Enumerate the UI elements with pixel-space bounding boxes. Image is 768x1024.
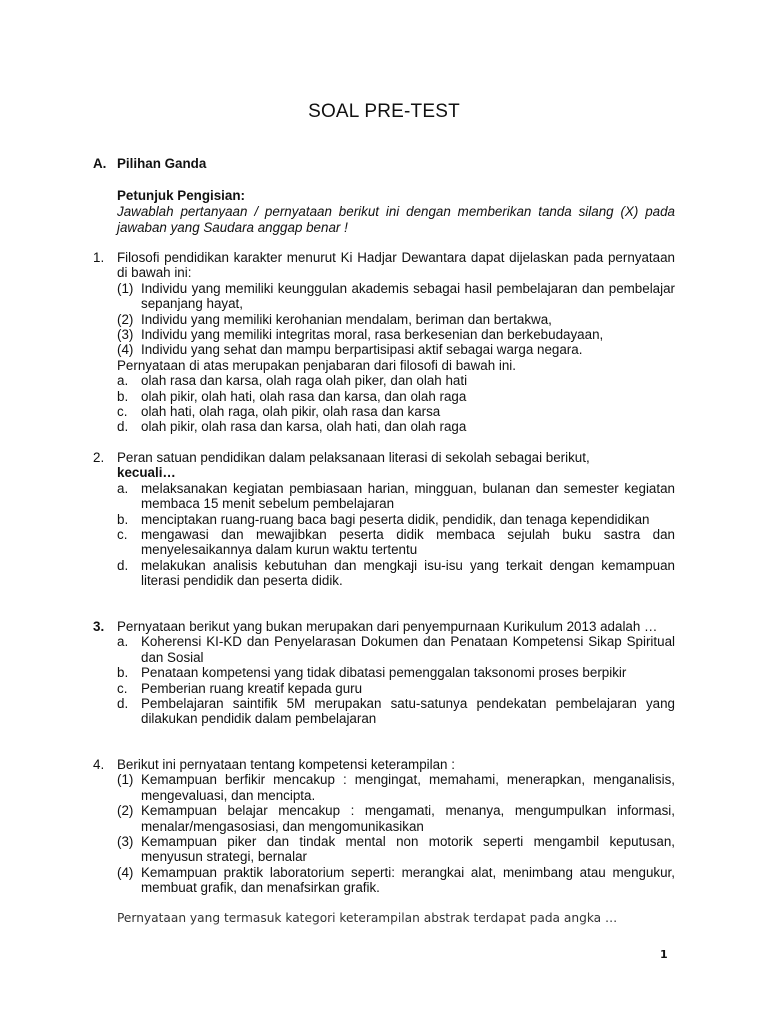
instructions-heading: Petunjuk Pengisian: [117, 188, 245, 203]
question-text: Filosofi pendidikan karakter menurut Ki Hadjar Dewantara dapat dijelaskan pada pernyataan di bawah ini: [117, 250, 675, 281]
answer-option[interactable]: d. melakukan analisis kebutuhan dan mengkaji isu-isu yang terkait dengan kemampuan literasi pendidik dan peserta didik. [117, 557, 675, 589]
question-stem: Pernyataan di atas merupakan penjabaran dari filosofi di bawah ini. [117, 357, 516, 373]
answer-option[interactable]: d. olah pikir, olah rasa dan karsa, olah hati, dan olah raga [117, 419, 467, 435]
answer-option[interactable]: b. menciptakan ruang-ruang baca bagi peserta didik, pendidik, dan tenaga kependidikan [117, 511, 650, 527]
question-3 [93, 619, 675, 727]
page-title: SOAL PRE-TEST [308, 101, 460, 122]
instructions [117, 188, 675, 236]
answer-option[interactable]: d. Pembelajaran saintifik 5M merupakan satu-satunya pendekatan pembelajaran yang dilakukan pendidik dalam pembelajaran [117, 696, 675, 727]
answer-option[interactable]: b. Penataan kompetensi yang tidak dibatasi pemenggalan taksonomi proses berpikir [117, 665, 627, 681]
answer-option[interactable]: c. Pemberian ruang kreatif kepada guru [117, 680, 363, 696]
question-number: 3. [93, 619, 105, 634]
statement-item: (2) Kemampuan belajar mencakup : mengamati, menanya, mengumpulkan informasi, menalar/mengasosiasi, dan mengomunikasikan [117, 803, 675, 834]
question-number: 4. [93, 757, 105, 772]
statement-item: (4) Kemampuan praktik laboratorium seperti: merangkai alat, menimbang atau mengukur, membuat grafik, dan menafsirkan grafik. [117, 864, 675, 896]
page-number: 1 [660, 948, 668, 961]
answer-option[interactable]: a. Koherensi KI-KD dan Penyelarasan Dokumen dan Penataan Kompetensi Sikap Spiritual dan Sosial [117, 634, 675, 665]
question-number: 1. [93, 250, 105, 265]
statement-item: (3) Kemampuan piker dan tindak mental non motorik seperti mengambil keputusan, menyusun strategi, bernalar [117, 834, 675, 865]
section-letter: A. [93, 156, 107, 171]
statement-item: (2) Individu yang memiliki kerohanian mendalam, beriman dan bertakwa, [117, 311, 552, 327]
answer-option[interactable]: a. melaksanakan kegiatan pembiasaan harian, mingguan, bulanan dan semester kegiatan membaca 15 menit sebelum pembelajaran [117, 480, 675, 512]
question-text: Berikut ini pernyataan tentang kompetensi keterampilan : [117, 757, 455, 772]
question-4 [93, 757, 675, 896]
question-text: Pernyataan berikut yang bukan merupakan dari penyempurnaan Kurikulum 2013 adalah … [117, 619, 658, 634]
statement-item: (1) Individu yang memiliki keunggulan akademis sebagai hasil pembelajaran dan pembelajar sepanjang hayat, [117, 280, 675, 312]
answer-option[interactable]: c. olah hati, olah raga, olah pikir, olah rasa dan karsa [117, 404, 441, 420]
question-4-footer: Pernyataan yang termasuk kategori keterampilan abstrak terdapat pada angka … [117, 911, 618, 925]
section-label: Pilihan Ganda [117, 156, 207, 171]
answer-option[interactable]: a. olah rasa dan karsa, olah raga olah piker, dan olah hati [117, 373, 468, 389]
question-2 [93, 450, 675, 589]
statement-item: (1) Kemampuan berfikir mencakup : mengingat, memahami, menerapkan, menganalisis, mengevaluasi, dan mencipta. [117, 772, 675, 803]
question-number: 2. [93, 450, 105, 465]
answer-option[interactable]: c. mengawasi dan mewajibkan peserta didik membaca sejulah buku sastra dan menyelesaikannya dalam kurun waktu tertentu [117, 527, 675, 558]
section-heading [93, 156, 206, 171]
statement-item: (4) Individu yang sehat dan mampu berpartisipasi aktif sebagai warga negara. [117, 342, 583, 358]
answer-option[interactable]: b. olah pikir, olah hati, olah rasa dan karsa, dan olah raga [117, 388, 467, 404]
question-text: Peran satuan pendidikan dalam pelaksanaan literasi di sekolah sebagai berikut, [117, 450, 590, 465]
statement-item: (3) Individu yang memiliki integritas moral, rasa berkesenian dan berkebudayaan, [117, 327, 604, 343]
question-emphasis: kecuali… [117, 465, 176, 481]
question-1 [93, 250, 675, 435]
instructions-body: Jawablah pertanyaan / pernyataan berikut ini dengan memberikan tanda silang (X) pada jawaban yang Saudara anggap benar ! [117, 204, 675, 235]
